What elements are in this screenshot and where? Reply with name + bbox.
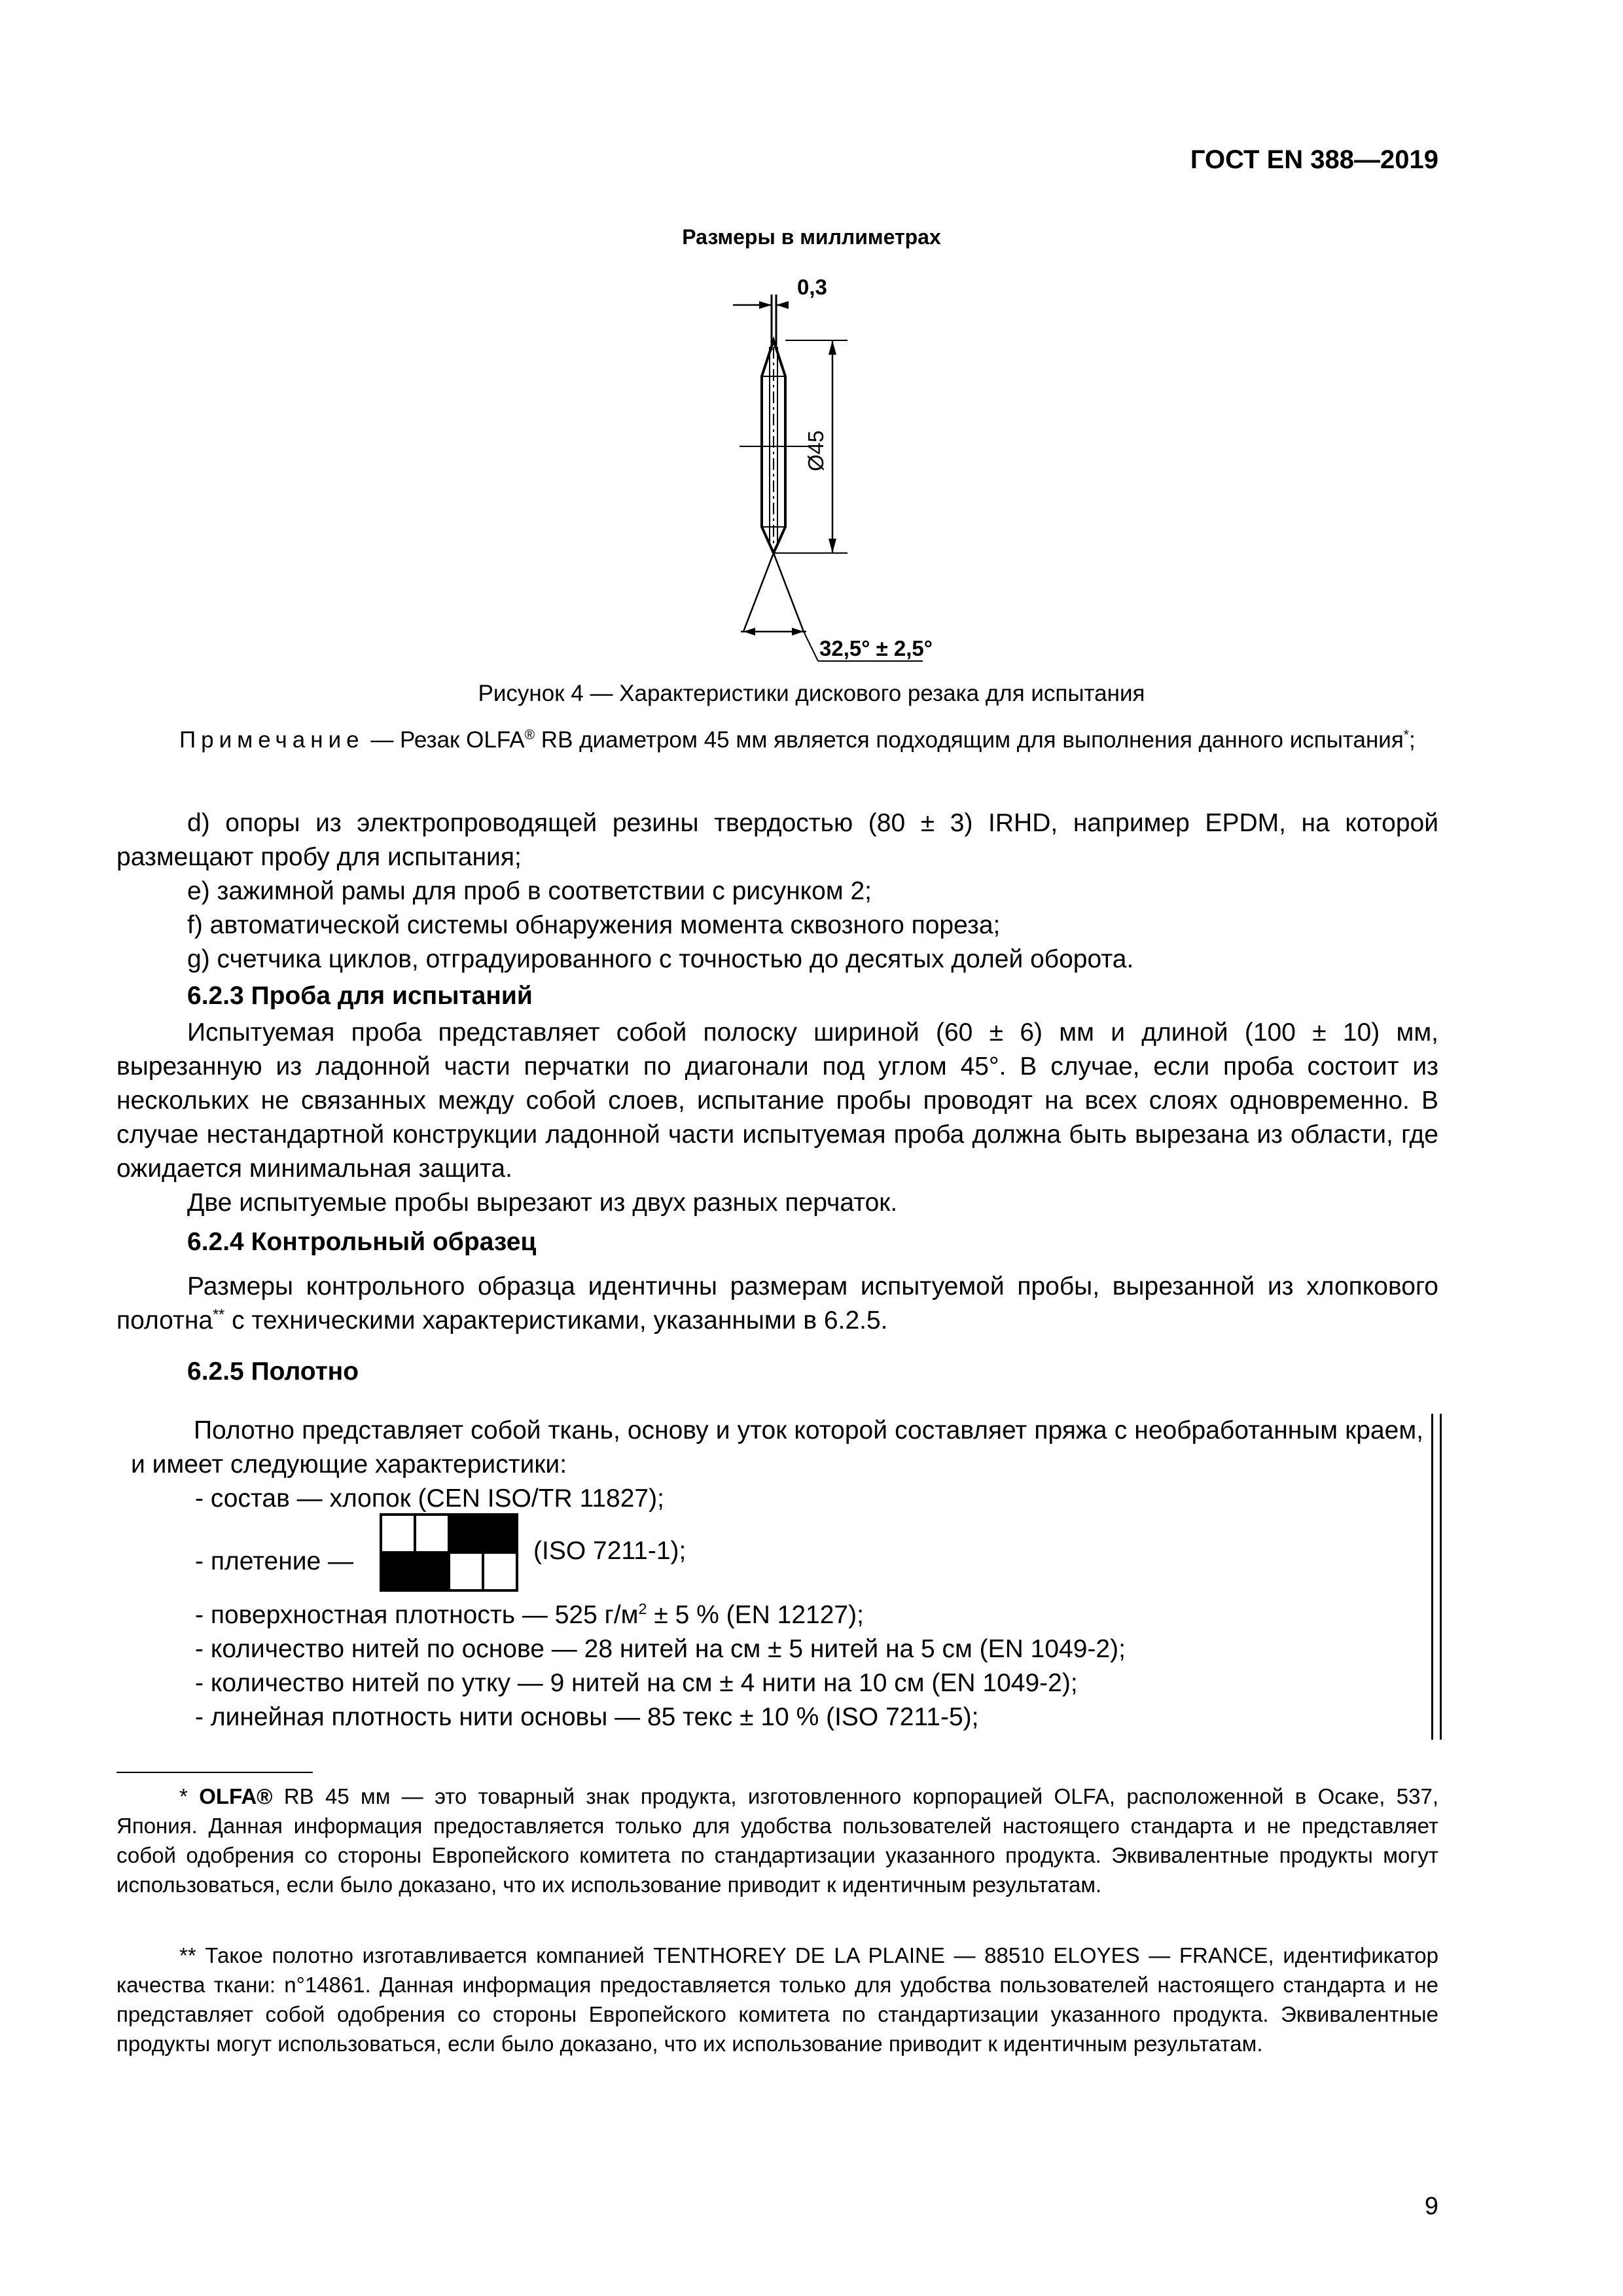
fabric-density: - поверхностная плотность — 525 $г/м^2 \pm 5$ % (EN 12127); (195, 1600, 864, 1629)
weave-cell (381, 1515, 415, 1552)
weave-cell (449, 1552, 483, 1590)
fabric-weft-count: - количество нитей по утку — 9 нитей на см ± 4 нити на 10 см (EN 1049-2); (195, 1669, 1078, 1697)
figure-note: Примечание — Резак OLFA® RB диаметром 45 мм является подходящим для выполнения данного испытания*; (116, 725, 1438, 755)
change-bar (1431, 1414, 1442, 1740)
standard-code: ГОСТ EN 388—2019 (1190, 145, 1438, 174)
dim-angle: 32,5° ± 2,5° (819, 636, 933, 660)
heading-6-2-5: 6.2.5 Полотно (187, 1357, 359, 1386)
footnote-2: ** Такое полотно изготавливается компанией TENTHOREY DE LA PLAINE — 88510 ELOYES — FRANCE, идентификатор качества ткани: n°14861. Данная информация предоставляется только для удобства пользователей настоящего стандарта и не представляет собой одобрения со стороны Европейского комитета по стандартизации указанного продукта. Эквивалентные продукты могут использоваться, если было доказано, что их использование приводит к идентичным результатам. (116, 1943, 1438, 2056)
weave-cell (415, 1552, 449, 1590)
dim-thickness: 0,3 (797, 275, 827, 299)
disc-cutter-drawing (707, 275, 969, 681)
weave-cell (415, 1515, 449, 1552)
footnote-rule (116, 1772, 313, 1773)
weave-cell (381, 1552, 415, 1590)
weave-pattern-icon (380, 1513, 524, 1594)
page-number: 9 (1424, 2193, 1438, 2220)
note-label: Примечание (179, 727, 365, 753)
dim-diameter: Ø45 (804, 430, 828, 471)
fabric-warp-count: - количество нитей по основе — 28 нитей на см ± 5 нитей на 5 см (EN 1049-2); (195, 1635, 1126, 1663)
heading-6-2-3: 6.2.3 Проба для испытаний (187, 982, 533, 1010)
fabric-composition: - состав — хлопок (CEN ISO/TR 11827); (195, 1484, 664, 1513)
fabric-weave-label: - плетение — (195, 1547, 354, 1575)
footnote-1: * OLFA® RB 45 мм — это товарный знак продукта, изготовленного корпорацией OLFA, расположенной в Осаке, 537, Япония. Данная информация предоставляется только для удобства пользователей настоящего стандарта и не представляет собой одобрения со стороны Европейского комитета по стандартизации указанного продукта. Эквивалентные продукты могут использоваться, если было доказано, что их использование приводит к идентичным результатам. (116, 1784, 1438, 1897)
heading-6-2-4: 6.2.4 Контрольный образец (187, 1228, 537, 1256)
list-item-g: g) счетчика циклов, отградуированного с точностью до десятых долей оборота. (187, 945, 1134, 973)
list-item-d: d) опоры из электропроводящей резины твердостью (80 ± 3) IRHD, например EPDM, на которой размещают пробу для испытания; (116, 809, 1438, 871)
weave-cell (483, 1515, 517, 1552)
weave-cell (483, 1552, 517, 1590)
weave-cell (449, 1515, 483, 1552)
list-item-f: f) автоматической системы обнаружения момента сквозного пореза; (187, 911, 1001, 939)
list-item-e: e) зажимной рамы для проб в соответствии с рисунком 2; (187, 877, 872, 905)
paragraph-6-2-5: Полотно представляет собой ткань, основу и уток которой составляет пряжа с необработанным краем, и имеет следующие характеристики: (131, 1416, 1423, 1479)
figure-caption: Рисунок 4 — Характеристики дискового резака для испытания (478, 681, 1145, 706)
paragraph-6-2-4: Размеры контрольного образца идентичны размерам испытуемой пробы, вырезанной из хлопкового полотна** с техническими характеристиками, указанными в 6.2.5. (116, 1272, 1438, 1335)
fabric-weave-standard: (ISO 7211-1); (533, 1537, 687, 1565)
paragraph-6-2-3-b: Две испытуемые пробы вырезают из двух разных перчаток. (187, 1189, 898, 1217)
fabric-linear-density: - линейная плотность нити основы — 85 текс ± 10 % (ISO 7211-5); (195, 1703, 979, 1731)
dimensions-label: Размеры в миллиметрах (682, 225, 941, 249)
paragraph-6-2-3: Испытуемая проба представляет собой полоску шириной (60 ± 6) мм и длиной (100 ± 10) мм, вырезанную из ладонной части перчатки по диагонали под углом 45°. В случае, если проба состоит из нескольких не связанных между собой слоев, испытание пробы проводят на всех слоях одновременно. В случае нестандартной конструкции ладонной части испытуемая проба должна быть вырезана из области, где ожидается минимальная защита. (116, 1018, 1438, 1183)
